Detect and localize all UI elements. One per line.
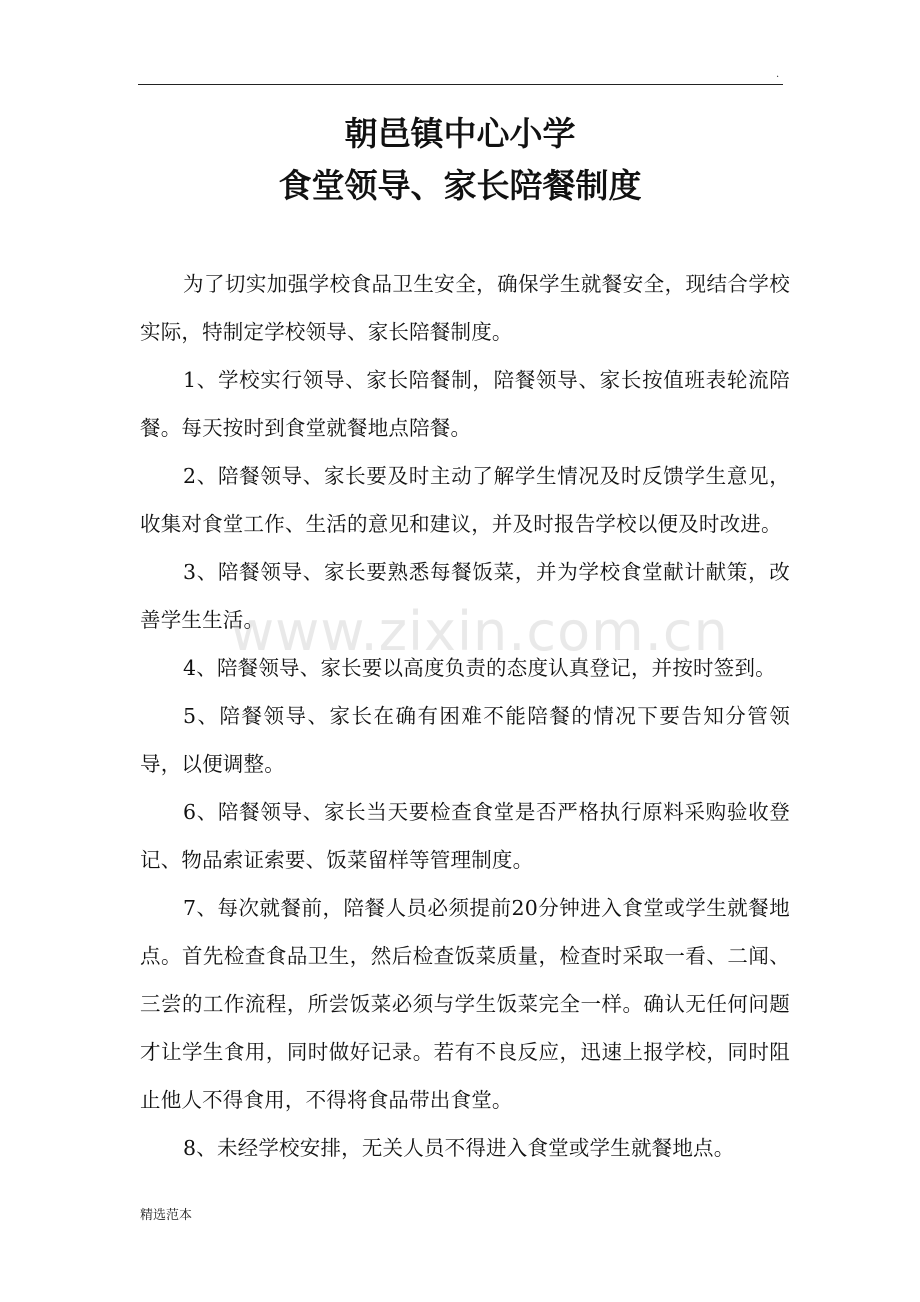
watermark: www.zixin.com.cn [230, 600, 729, 663]
rule-item-2: 2、陪餐领导、家长要及时主动了解学生情况及时反馈学生意见，收集对食堂工作、生活的意见和建议，并及时报告学校以便及时改进。 [140, 464, 790, 536]
rule-item-4: 4、陪餐领导、家长要以高度负责的态度认真登记，并按时签到。 [183, 656, 776, 680]
rule-item-8: 8、未经学校安排，无关人员不得进入食堂或学生就餐地点。 [183, 1136, 735, 1160]
rule-item-5: 5、陪餐领导、家长在确有困难不能陪餐的情况下要告知分管领导，以便调整。 [140, 704, 790, 776]
rule-item-7: 7、每次就餐前，陪餐人员必须提前20分钟进入食堂或学生就餐地点。首先检查食品卫生，然后检查饭菜质量，检查时采取一看、二闻、三尝的工作流程，所尝饭菜必须与学生饭菜完全一样。确认无任何问题才让学生食用，同时做好记录。若有不良反应，迅速上报学校，同时阻止他人不得食用，不得将食品带出食堂。 [140, 896, 790, 1112]
intro-paragraph: 为了切实加强学校食品卫生安全，确保学生就餐安全，现结合学校实际，特制定学校领导、家长陪餐制度。 [140, 272, 790, 344]
document-body [140, 260, 790, 1172]
rule-item-6: 6、陪餐领导、家长当天要检查食堂是否严格执行原料采购验收登记、物品索证索要、饭菜留样等管理制度。 [140, 800, 790, 872]
footer-label: 精选范本 [140, 1208, 193, 1223]
rule-item-3: 3、陪餐领导、家长要熟悉每餐饭菜，并为学校食堂献计献策，改善学生生活。 [140, 560, 790, 632]
document-title: 食堂领导、家长陪餐制度 [278, 166, 642, 205]
school-name-title: 朝邑镇中心小学 [344, 114, 576, 153]
header-rule [138, 84, 783, 85]
header-mark: . [776, 69, 780, 80]
rule-item-1: 1、学校实行领导、家长陪餐制，陪餐领导、家长按值班表轮流陪餐。每天按时到食堂就餐地点陪餐。 [140, 368, 790, 440]
